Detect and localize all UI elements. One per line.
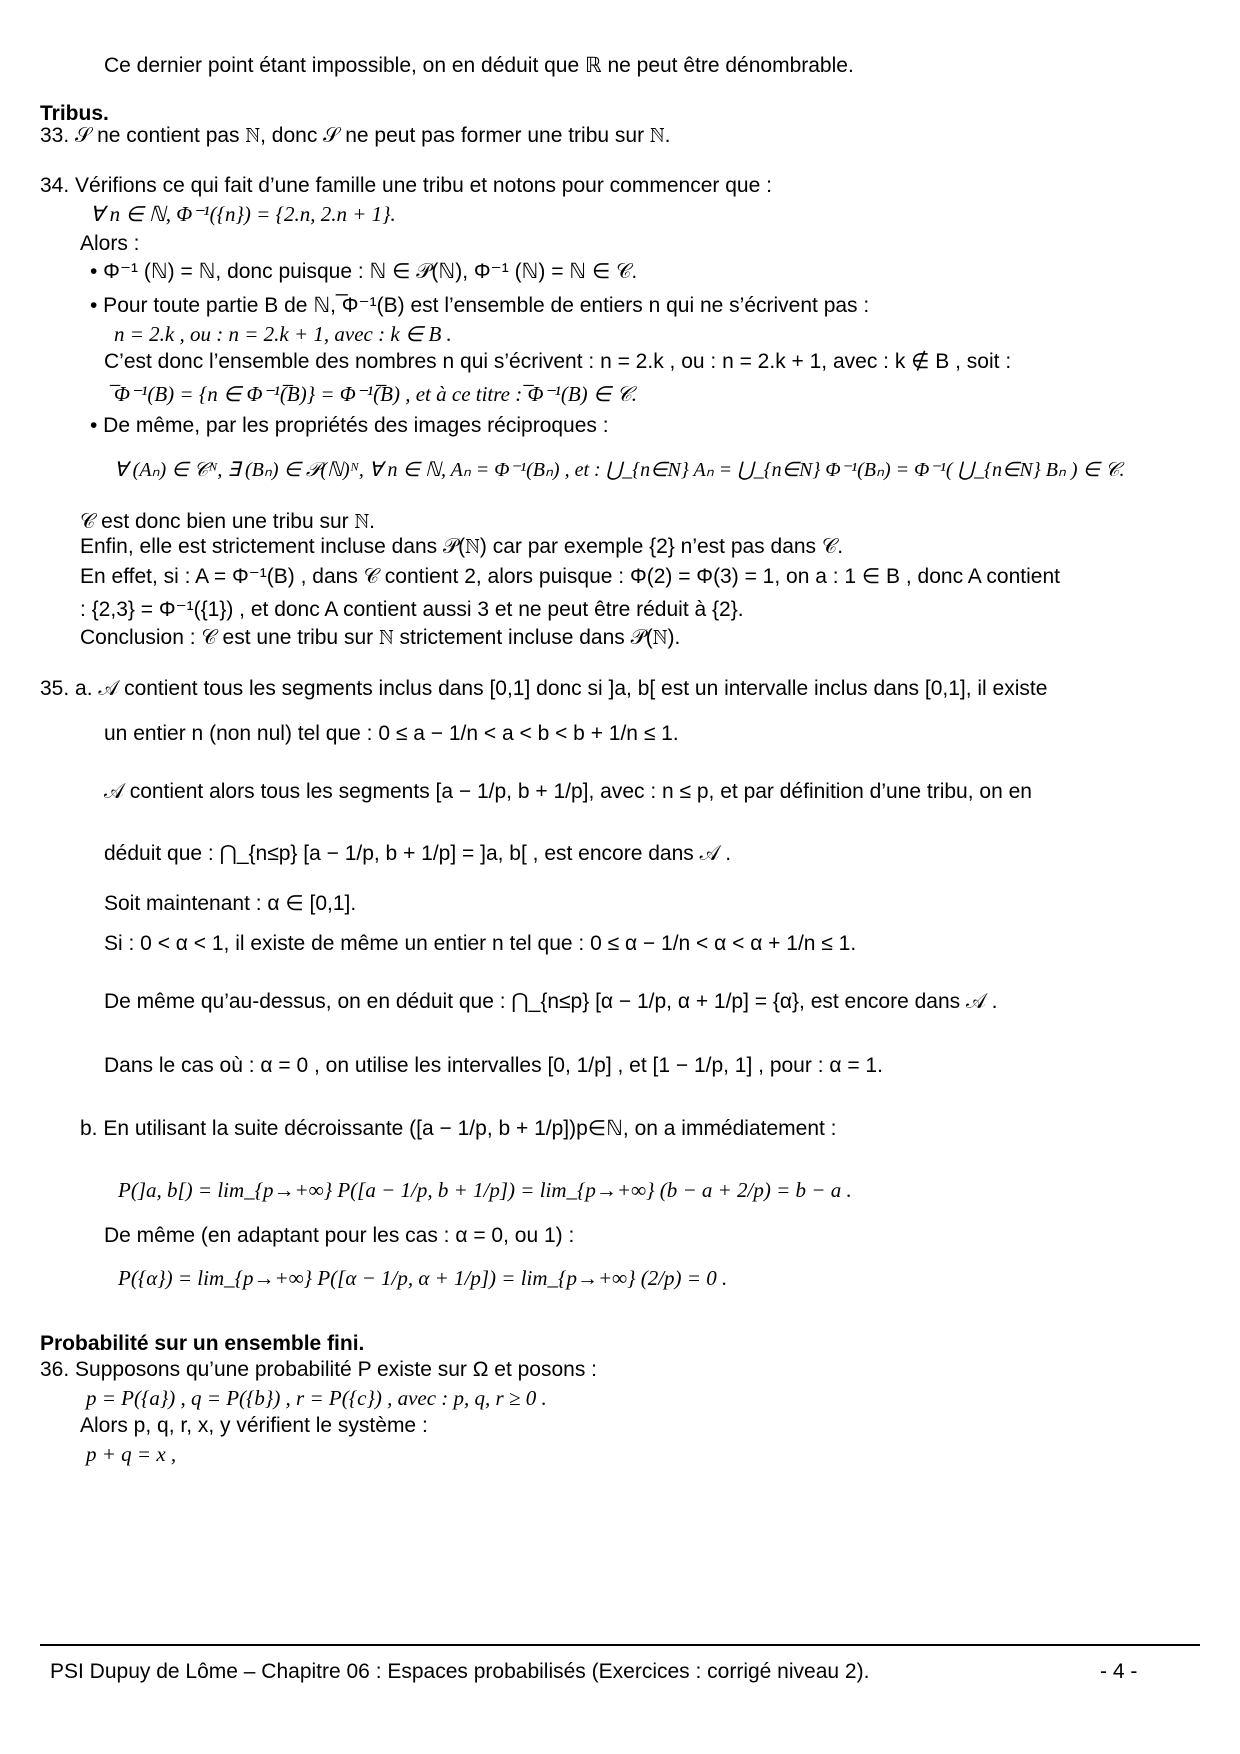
text-line: Ce dernier point étant impossible, on en déduit que ℝ ne peut être dénombrable. — [104, 54, 854, 77]
text-line: Si : 0 < α < 1, il existe de même un entier n tel que : 0 ≤ α − 1/n < α < α + 1/n ≤ 1. — [104, 932, 857, 955]
formula-line: ∀ n ∈ ℕ, Φ⁻¹({n}) = {2.n, 2.n + 1}. — [90, 202, 396, 226]
exercise-36: 36. Supposons qu’une probabilité P existe sur Ω et posons : — [40, 1358, 598, 1381]
formula-line: p = P({a}) , q = P({b}) , r = P({c}) , avec : p, q, r ≥ 0 . — [86, 1386, 547, 1410]
text-line: Alors p, q, r, x, y vérifient le système : — [80, 1414, 428, 1437]
text-line: De même qu’au-dessus, on en déduit que : ⋂_{n≤p} [α − 1/p, α + 1/p] = {α}, est encore dans 𝒜 . — [104, 990, 998, 1013]
section-heading: Tribus. — [40, 102, 109, 125]
text-line: 𝒞 est donc bien une tribu sur ℕ. — [80, 510, 376, 533]
footer-title: PSI Dupuy de Lôme – Chapitre 06 : Espaces probabilisés (Exercices : corrigé niveau 2). — [50, 1660, 870, 1683]
text-line: b. En utilisant la suite décroissante ([a − 1/p, b + 1/p])p∈ℕ, on a immédiatement : — [80, 1117, 837, 1140]
text-line: 𝒜 contient alors tous les segments [a − 1/p, b + 1/p], avec : n ≤ p, et par définition d’une tribu, on en — [104, 780, 1032, 803]
text-line: De même (en adaptant pour les cas : α = 0, ou 1) : — [104, 1224, 575, 1247]
bullet-item: • Φ⁻¹ (ℕ) = ℕ, donc puisque : ℕ ∈ 𝒫(ℕ), Φ⁻¹ (ℕ) = ℕ ∈ 𝒞. — [90, 260, 638, 283]
formula-line: P(]a, b[) = lim_{p→+∞} P([a − 1/p, b + 1/p]) = lim_{p→+∞} (b − a + 2/p) = b − a . — [118, 1178, 852, 1202]
bullet-item: • Pour toute partie B de ℕ, ̅Φ⁻¹(B) est l’ensemble de entiers n qui ne s’écrivent pas : — [90, 294, 870, 317]
text-line: Conclusion : 𝒞 est une tribu sur ℕ strictement incluse dans 𝒫(ℕ). — [80, 626, 681, 649]
formula-line: ∀ (Aₙ) ∈ 𝒞ᴺ, ∃ (Bₙ) ∈ 𝒫(ℕ)ᴺ, ∀ n ∈ ℕ, Aₙ = Φ⁻¹(Bₙ) , et : ⋃_{n∈N} Aₙ = ⋃_{n∈N} Φ⁻¹(Bₙ) = Φ⁻¹( ⋃_{n∈N} Bₙ ) ∈ 𝒞. — [114, 459, 1125, 481]
text-line: Soit maintenant : α ∈ [0,1]. — [104, 892, 357, 915]
formula-line: P({α}) = lim_{p→+∞} P([α − 1/p, α + 1/p]) = lim_{p→+∞} (2/p) = 0 . — [118, 1266, 728, 1290]
text-line: Enfin, elle est strictement incluse dans 𝒫(ℕ) car par exemple {2} n’est pas dans 𝒞. — [80, 535, 844, 558]
formula-line: p + q = x , — [86, 1442, 177, 1466]
text-line: Dans le cas où : α = 0 , on utilise les intervalles [0, 1/p] , et [1 − 1/p, 1] , pour : α = 1. — [104, 1054, 883, 1077]
formula-line: ̅Φ⁻¹(B) = {n ∈ Φ⁻¹(̅B)} = Φ⁻¹(̅B) , et à ce titre : ̅Φ⁻¹(B) ∈ 𝒞. — [114, 382, 638, 406]
formula-line: n = 2.k , ou : n = 2.k + 1, avec : k ∈ B . — [114, 322, 452, 346]
footer-rule — [40, 1644, 1200, 1646]
text-line: : {2,3} = Φ⁻¹({1}) , et donc A contient aussi 3 et ne peut être réduit à {2}. — [80, 598, 744, 621]
page-number: - 4 - — [1100, 1660, 1138, 1683]
exercise-35: 35. a. 𝒜 contient tous les segments inclus dans [0,1] donc si ]a, b[ est un intervalle inclus dans [0,1], il existe — [40, 677, 1048, 700]
section-heading: Probabilité sur un ensemble fini. — [40, 1332, 365, 1355]
exercise-34: 34. Vérifions ce qui fait d’une famille une tribu et notons pour commencer que : — [40, 174, 772, 197]
text-line: un entier n (non nul) tel que : 0 ≤ a − 1/n < a < b < b + 1/n ≤ 1. — [104, 722, 679, 745]
bullet-item: • De même, par les propriétés des images réciproques : — [90, 414, 609, 437]
text-line: En effet, si : A = Φ⁻¹(B) , dans 𝒞 contient 2, alors puisque : Φ(2) = Φ(3) = 1, on a : 1 ∈ B , donc A contient — [80, 565, 1060, 588]
text-line: C’est donc l’ensemble des nombres n qui s’écrivent : n = 2.k , ou : n = 2.k + 1, avec : k ∉ B , soit : — [104, 350, 1012, 373]
text-line: déduit que : ⋂_{n≤p} [a − 1/p, b + 1/p] = ]a, b[ , est encore dans 𝒜 . — [104, 842, 732, 865]
exercise-33: 33. 𝒮 ne contient pas ℕ, donc 𝒮 ne peut pas former une tribu sur ℕ. — [40, 124, 671, 147]
text-line: Alors : — [80, 232, 140, 255]
